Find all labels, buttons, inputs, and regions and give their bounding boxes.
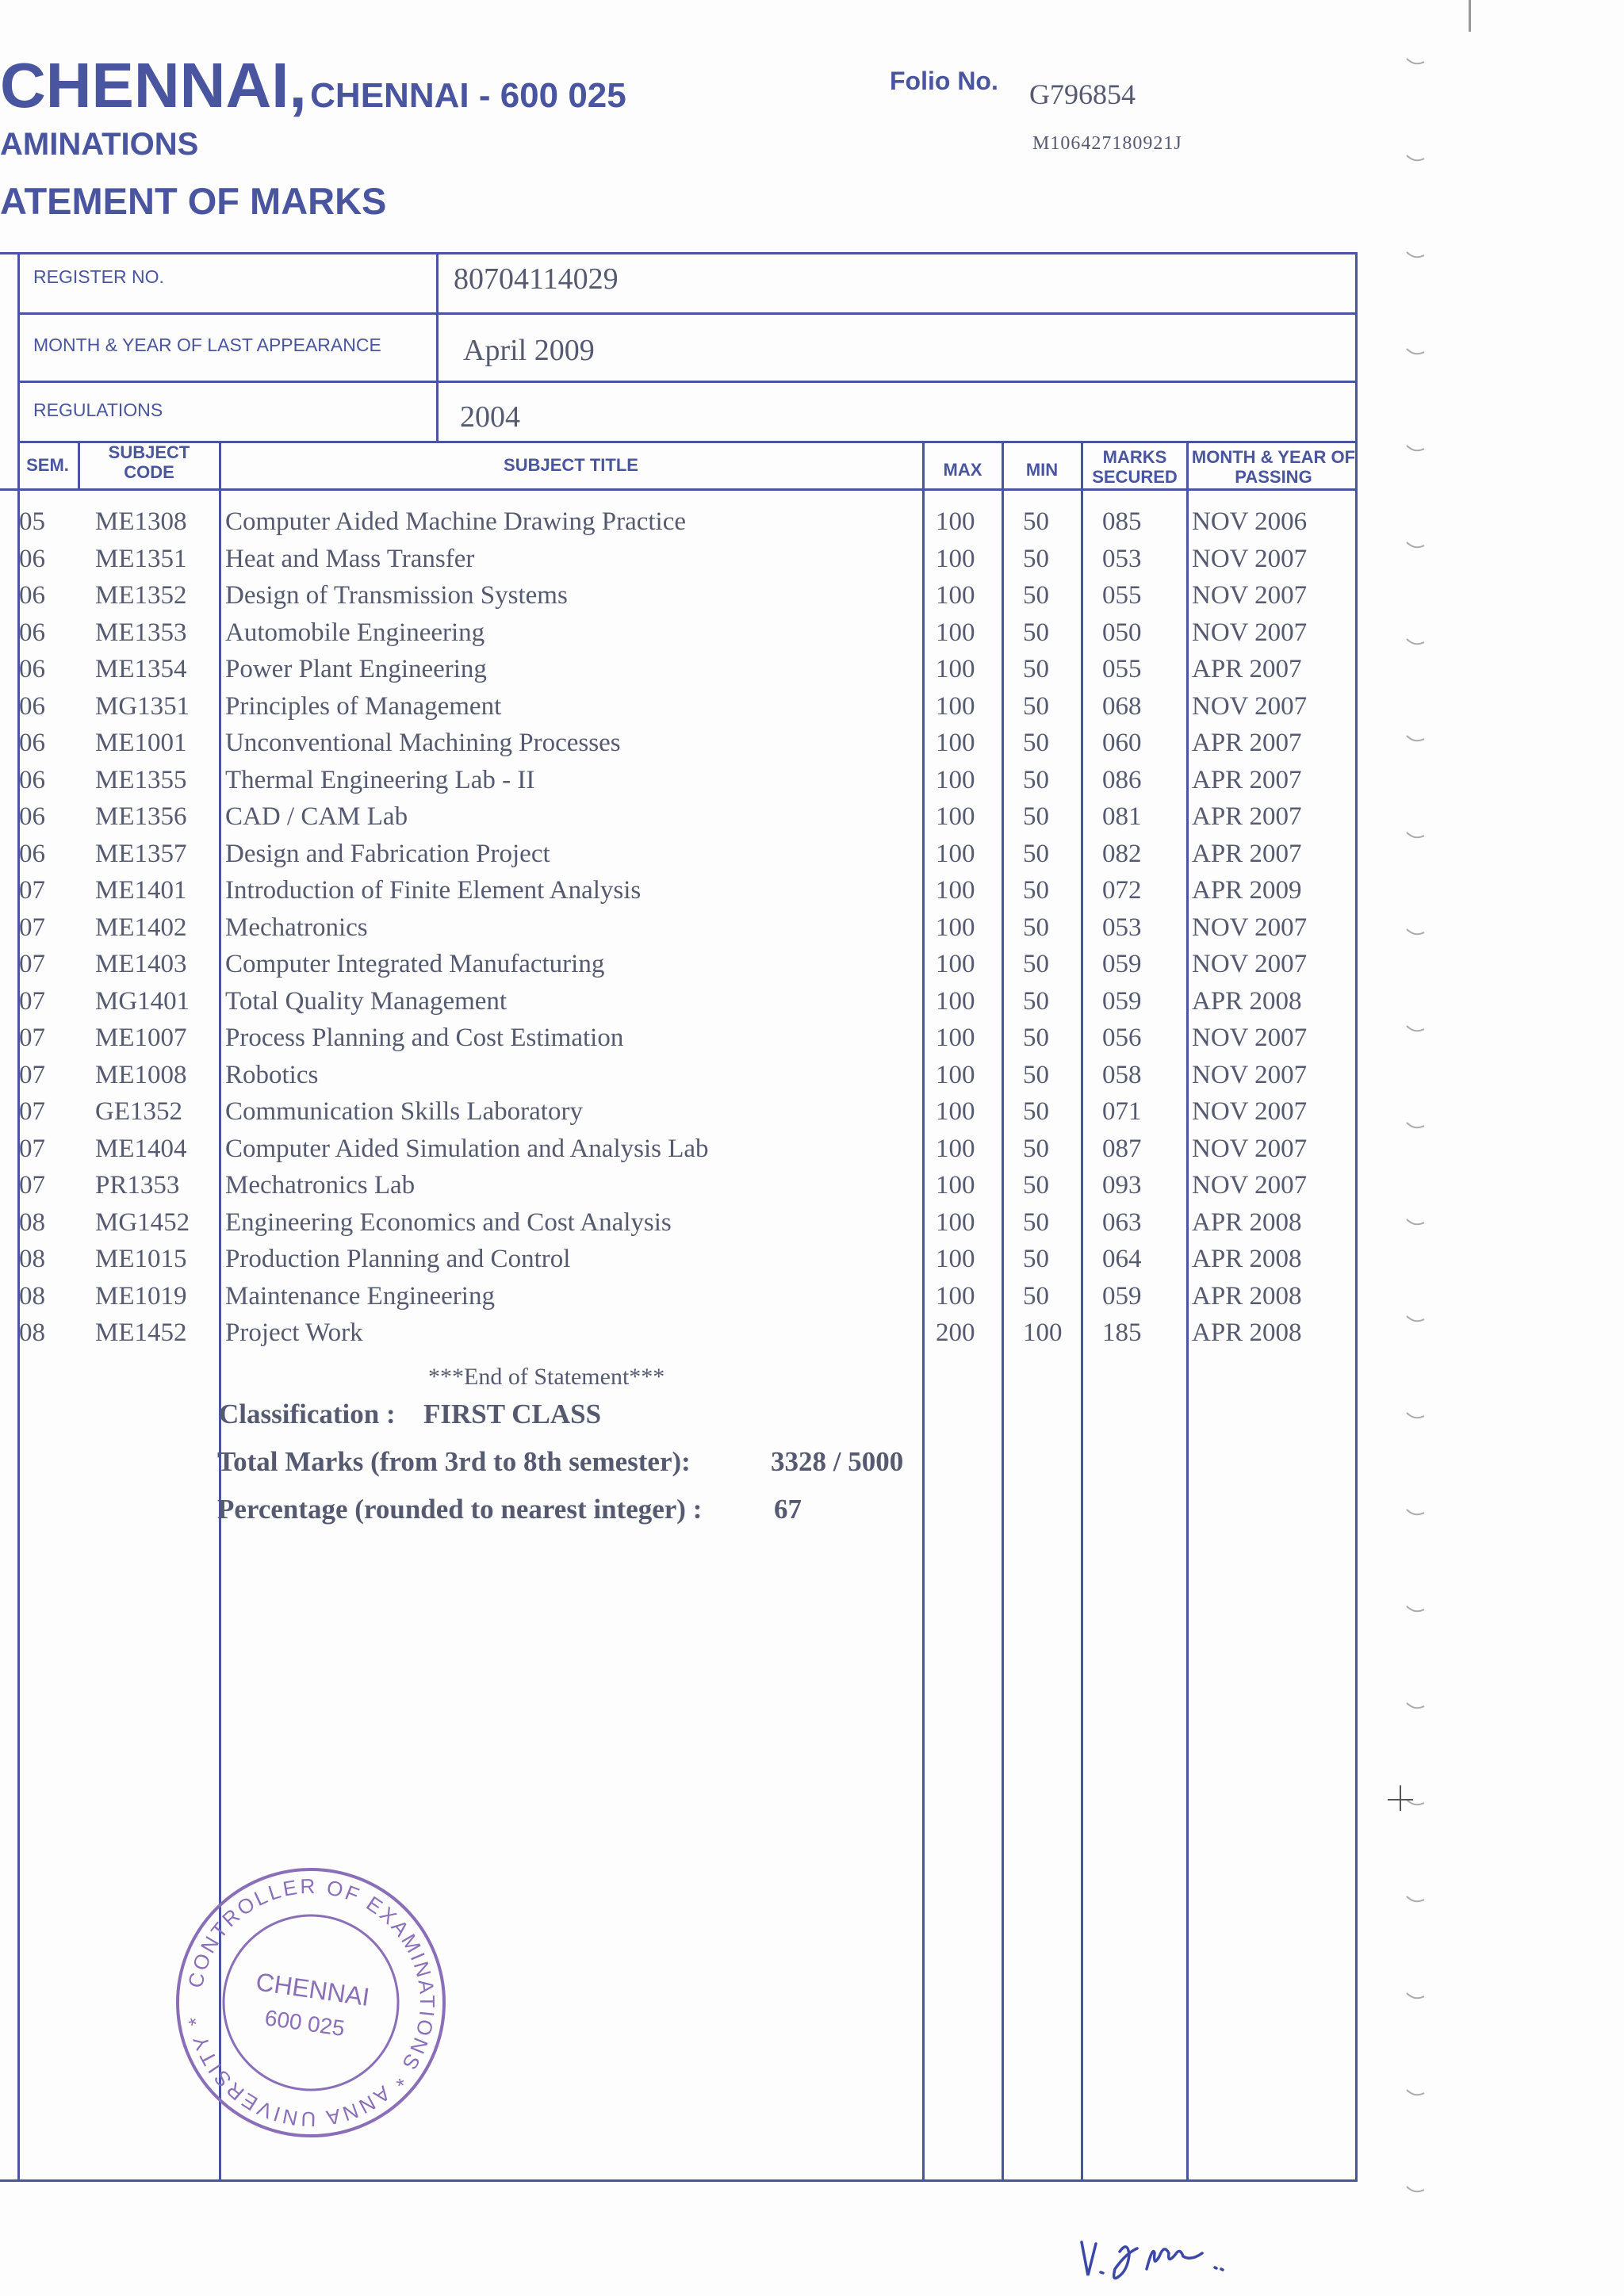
folio-number: G796854 <box>1029 78 1136 110</box>
max-cell: 100 <box>936 655 975 683</box>
max-cell: 100 <box>936 691 975 721</box>
serial-code: M106427180921J <box>1032 133 1182 154</box>
month-year-cell: NOV 2007 <box>1192 1024 1308 1052</box>
subject-code-cell: MG1351 <box>95 691 190 721</box>
min-cell: 50 <box>1023 1060 1049 1089</box>
sem-cell: 06 <box>19 765 45 794</box>
col-header-subject-code: SUBJECT CODE <box>108 442 190 482</box>
sem-cell: 06 <box>19 839 45 868</box>
marks-secured-cell: 082 <box>1102 839 1142 868</box>
col-header-min: MIN <box>1025 460 1059 480</box>
max-cell: 100 <box>936 839 975 868</box>
subject-code-cell: ME1354 <box>95 655 187 683</box>
subject-code-cell: ME1452 <box>95 1318 187 1347</box>
punch-mark-icon <box>1405 1216 1426 1227</box>
col-header-max: MAX <box>943 460 982 480</box>
sem-cell: 08 <box>19 1207 45 1237</box>
heading-examinations: AMINATIONS <box>0 127 199 162</box>
classification-label: Classification : <box>219 1399 396 1429</box>
min-cell: 50 <box>1023 1134 1049 1163</box>
subject-title-cell: Computer Aided Simulation and Analysis Lab <box>225 1134 709 1163</box>
month-year-cell: NOV 2007 <box>1192 581 1308 610</box>
subject-code-cell: ME1308 <box>95 507 187 536</box>
max-cell: 100 <box>936 729 975 757</box>
subject-code-cell: ME1351 <box>95 544 187 573</box>
punch-mark-icon <box>1405 1700 1426 1711</box>
subject-title-cell: Computer Aided Machine Drawing Practice <box>225 507 686 536</box>
min-cell: 50 <box>1023 1281 1049 1311</box>
marks-secured-cell: 085 <box>1102 507 1142 536</box>
subject-title-cell: Design and Fabrication Project <box>225 839 550 868</box>
month-year-cell: APR 2008 <box>1192 1245 1302 1273</box>
marks-secured-cell: 058 <box>1102 1060 1142 1089</box>
regulations-label: REGULATIONS <box>33 400 163 420</box>
folio-label: Folio No. <box>890 67 998 95</box>
max-cell: 100 <box>936 544 975 573</box>
subject-code-cell: ME1007 <box>95 1024 187 1052</box>
subject-title-cell: Power Plant Engineering <box>225 655 487 683</box>
min-cell: 50 <box>1023 876 1049 905</box>
subject-code-cell: ME1356 <box>95 802 187 831</box>
subject-title-cell: Mechatronics Lab <box>225 1171 416 1200</box>
month-year-cell: APR 2007 <box>1192 655 1302 683</box>
marks-secured-cell: 063 <box>1102 1207 1142 1237</box>
punch-mark-icon <box>1405 55 1426 67</box>
punch-mark-icon <box>1405 1119 1426 1131</box>
column-divider <box>1002 441 1004 2182</box>
sem-cell: 06 <box>19 581 45 610</box>
heading-city-pin: CHENNAI - 600 025 <box>310 76 626 115</box>
max-cell: 100 <box>936 802 975 831</box>
max-cell: 100 <box>936 1245 975 1273</box>
total-marks-value: 3328 / 5000 <box>771 1446 904 1477</box>
divider <box>17 381 1358 383</box>
marks-secured-cell: 072 <box>1102 876 1142 905</box>
month-year-cell: NOV 2007 <box>1192 691 1308 721</box>
punch-mark-icon <box>1405 442 1426 453</box>
stamp-center-line2: 600 025 <box>263 2005 347 2042</box>
divider <box>78 441 80 488</box>
min-cell: 50 <box>1023 986 1049 1016</box>
column-divider <box>1081 441 1083 2182</box>
percentage-label: Percentage (rounded to nearest integer) : <box>217 1494 703 1525</box>
subject-title-cell: Project Work <box>225 1318 363 1347</box>
min-cell: 50 <box>1023 913 1049 942</box>
min-cell: 50 <box>1023 765 1049 794</box>
max-cell: 100 <box>936 913 975 942</box>
subject-title-cell: Engineering Economics and Cost Analysis <box>225 1207 672 1237</box>
punch-mark-icon <box>1405 152 1426 163</box>
sem-cell: 07 <box>19 876 45 905</box>
min-cell: 50 <box>1023 950 1049 978</box>
subject-title-cell: Robotics <box>225 1060 319 1089</box>
punch-mark-icon <box>1405 346 1426 357</box>
subject-title-cell: Computer Integrated Manufacturing <box>225 950 605 978</box>
stamp-center-line1: CHENNAI <box>254 1967 372 2012</box>
subject-title-cell: Automobile Engineering <box>225 618 485 647</box>
marks-secured-cell: 055 <box>1102 581 1142 610</box>
marks-secured-cell: 060 <box>1102 729 1142 757</box>
subject-code-cell: ME1402 <box>95 913 187 942</box>
sem-cell: 07 <box>19 1060 45 1089</box>
punch-mark-icon <box>1405 2183 1426 2195</box>
page-edge-mark <box>1469 0 1471 32</box>
max-cell: 100 <box>936 507 975 536</box>
max-cell: 100 <box>936 1060 975 1089</box>
subject-code-cell: ME1404 <box>95 1134 187 1163</box>
marks-secured-cell: 185 <box>1102 1318 1142 1347</box>
month-year-cell: APR 2008 <box>1192 1318 1302 1347</box>
column-divider <box>1186 441 1189 2182</box>
subject-code-cell: ME1353 <box>95 618 187 647</box>
marks-secured-cell: 053 <box>1102 913 1142 942</box>
divider <box>0 488 1358 491</box>
subject-title-cell: Total Quality Management <box>225 986 508 1016</box>
subject-title-cell: Communication Skills Laboratory <box>225 1097 583 1126</box>
subject-code-cell: ME1401 <box>95 876 187 905</box>
marks-secured-cell: 059 <box>1102 986 1142 1016</box>
sem-cell: 05 <box>19 507 45 536</box>
subject-code-cell: ME1403 <box>95 950 187 978</box>
punch-mark-icon <box>1405 1410 1426 1421</box>
min-cell: 100 <box>1023 1318 1063 1347</box>
register-no-value: 80704114029 <box>454 262 619 296</box>
sem-cell: 07 <box>19 1097 45 1126</box>
marks-secured-cell: 064 <box>1102 1245 1142 1273</box>
min-cell: 50 <box>1023 729 1049 757</box>
sem-cell: 08 <box>19 1245 45 1273</box>
min-cell: 50 <box>1023 1245 1049 1273</box>
month-year-cell: NOV 2007 <box>1192 618 1308 647</box>
subject-title-cell: CAD / CAM Lab <box>225 802 408 831</box>
max-cell: 100 <box>936 1171 975 1200</box>
min-cell: 50 <box>1023 802 1049 831</box>
registration-cross-icon <box>1385 1782 1416 1814</box>
sem-cell: 06 <box>19 618 45 647</box>
punch-mark-icon <box>1405 1023 1426 1034</box>
marks-secured-cell: 081 <box>1102 802 1142 831</box>
sem-cell: 07 <box>19 1171 45 1200</box>
punch-mark-icon <box>1405 636 1426 647</box>
divider <box>436 252 439 441</box>
subject-code-cell: GE1352 <box>95 1097 182 1126</box>
marks-secured-cell: 059 <box>1102 1281 1142 1311</box>
punch-mark-icon <box>1405 539 1426 550</box>
month-year-cell: NOV 2007 <box>1192 1171 1308 1200</box>
marks-secured-cell: 059 <box>1102 950 1142 978</box>
punch-mark-icon <box>1405 2087 1426 2098</box>
min-cell: 50 <box>1023 581 1049 610</box>
heading-statement-of-marks: ATEMENT OF MARKS <box>0 180 387 222</box>
column-divider <box>922 441 925 2182</box>
punch-mark-icon <box>1405 1990 1426 2001</box>
month-year-cell: APR 2008 <box>1192 1207 1302 1237</box>
sem-cell: 06 <box>19 802 45 831</box>
marks-secured-cell: 053 <box>1102 544 1142 573</box>
max-cell: 100 <box>936 1024 975 1052</box>
subject-title-cell: Unconventional Machining Processes <box>225 729 621 757</box>
min-cell: 50 <box>1023 544 1049 573</box>
subject-title-cell: Maintenance Engineering <box>225 1281 495 1311</box>
month-year-cell: APR 2007 <box>1192 729 1302 757</box>
col-header-marks-secured: MARKS SECURED <box>1092 447 1178 487</box>
month-year-cell: APR 2008 <box>1192 986 1302 1016</box>
min-cell: 50 <box>1023 507 1049 536</box>
marks-secured-cell: 050 <box>1102 618 1142 647</box>
sem-cell: 07 <box>19 1024 45 1052</box>
min-cell: 50 <box>1023 655 1049 683</box>
month-year-cell: NOV 2007 <box>1192 1097 1308 1126</box>
sem-cell: 07 <box>19 986 45 1016</box>
sem-cell: 06 <box>19 544 45 573</box>
punch-mark-icon <box>1405 1603 1426 1614</box>
marks-secured-cell: 056 <box>1102 1024 1142 1052</box>
month-year-cell: NOV 2007 <box>1192 1060 1308 1089</box>
subject-code-cell: ME1352 <box>95 581 187 610</box>
min-cell: 50 <box>1023 1207 1049 1237</box>
last-appearance-value: April 2009 <box>463 334 595 367</box>
min-cell: 50 <box>1023 1097 1049 1126</box>
max-cell: 100 <box>936 765 975 794</box>
percentage-value: 67 <box>774 1494 802 1525</box>
end-of-statement: ***End of Statement*** <box>428 1364 665 1390</box>
month-year-cell: APR 2007 <box>1192 765 1302 794</box>
max-cell: 100 <box>936 618 975 647</box>
min-cell: 50 <box>1023 1171 1049 1200</box>
punch-mark-icon <box>1405 926 1426 937</box>
marks-secured-cell: 087 <box>1102 1134 1142 1163</box>
classification-value: FIRST CLASS <box>423 1399 602 1429</box>
subject-title-cell: Thermal Engineering Lab - II <box>225 765 535 794</box>
min-cell: 50 <box>1023 691 1049 721</box>
handwritten-signature <box>1074 2228 1272 2291</box>
register-no-label: REGISTER NO. <box>33 266 164 287</box>
subject-title-cell: Heat and Mass Transfer <box>225 544 475 573</box>
subject-title-cell: Mechatronics <box>225 913 368 942</box>
marks-secured-cell: 093 <box>1102 1171 1142 1200</box>
subject-code-cell: ME1008 <box>95 1060 187 1089</box>
col-header-sem: SEM. <box>26 455 69 475</box>
min-cell: 50 <box>1023 1024 1049 1052</box>
regulations-value: 2004 <box>460 400 520 434</box>
marks-secured-cell: 068 <box>1102 691 1142 721</box>
punch-mark-icon <box>1405 1893 1426 1904</box>
month-year-cell: NOV 2007 <box>1192 544 1308 573</box>
month-year-cell: NOV 2007 <box>1192 950 1308 978</box>
max-cell: 200 <box>936 1318 975 1347</box>
subject-title-cell: Design of Transmission Systems <box>225 581 568 610</box>
sem-cell: 07 <box>19 950 45 978</box>
divider <box>17 312 1358 315</box>
max-cell: 100 <box>936 581 975 610</box>
subject-code-cell: ME1001 <box>95 729 187 757</box>
subject-code-cell: MG1452 <box>95 1207 190 1237</box>
last-appearance-label: MONTH & YEAR OF LAST APPEARANCE <box>33 335 381 355</box>
subject-title-cell: Principles of Management <box>225 691 502 721</box>
punch-mark-icon <box>1405 1506 1426 1517</box>
punch-mark-icon <box>1405 733 1426 744</box>
punch-mark-icon <box>1405 829 1426 840</box>
max-cell: 100 <box>936 1097 975 1126</box>
col-header-subject-title: SUBJECT TITLE <box>504 455 638 475</box>
punch-mark-icon <box>1405 1313 1426 1324</box>
subject-code-cell: ME1355 <box>95 765 187 794</box>
max-cell: 100 <box>936 876 975 905</box>
marks-secured-cell: 071 <box>1102 1097 1142 1126</box>
month-year-cell: APR 2007 <box>1192 839 1302 868</box>
subject-title-cell: Introduction of Finite Element Analysis <box>225 876 642 905</box>
sem-cell: 07 <box>19 1134 45 1163</box>
min-cell: 50 <box>1023 839 1049 868</box>
max-cell: 100 <box>936 1281 975 1311</box>
max-cell: 100 <box>936 1207 975 1237</box>
month-year-cell: APR 2007 <box>1192 802 1302 831</box>
marks-secured-cell: 086 <box>1102 765 1142 794</box>
total-marks-label: Total Marks (from 3rd to 8th semester): <box>217 1446 691 1477</box>
sem-cell: 08 <box>19 1318 45 1347</box>
month-year-cell: APR 2008 <box>1192 1281 1302 1311</box>
heading-city: CHENNAI, <box>0 50 307 121</box>
stamp-ring-text: CONTROLLER OF EXAMINATIONS * ANNA UNIVERSITY * <box>182 1873 440 2132</box>
month-year-cell: APR 2009 <box>1192 876 1302 905</box>
max-cell: 100 <box>936 950 975 978</box>
subject-code-cell: ME1357 <box>95 839 187 868</box>
marks-secured-cell: 055 <box>1102 655 1142 683</box>
month-year-cell: NOV 2006 <box>1192 507 1308 536</box>
subject-title-cell: Process Planning and Cost Estimation <box>225 1024 624 1052</box>
controller-seal-stamp <box>173 1865 449 2141</box>
subject-title-cell: Production Planning and Control <box>225 1245 571 1273</box>
max-cell: 100 <box>936 1134 975 1163</box>
sem-cell: 06 <box>19 691 45 721</box>
sem-cell: 06 <box>19 729 45 757</box>
institution-heading <box>0 49 626 122</box>
min-cell: 50 <box>1023 618 1049 647</box>
sem-cell: 08 <box>19 1281 45 1311</box>
subject-code-cell: ME1015 <box>95 1245 187 1273</box>
punch-mark-icon <box>1405 249 1426 260</box>
month-year-cell: NOV 2007 <box>1192 913 1308 942</box>
sem-cell: 06 <box>19 655 45 683</box>
sem-cell: 07 <box>19 913 45 942</box>
month-year-cell: NOV 2007 <box>1192 1134 1308 1163</box>
subject-code-cell: ME1019 <box>95 1281 187 1311</box>
subject-code-cell: MG1401 <box>95 986 190 1016</box>
subject-code-cell: PR1353 <box>95 1171 180 1200</box>
col-header-month-year: MONTH & YEAR OF PASSING <box>1191 447 1356 487</box>
max-cell: 100 <box>936 986 975 1016</box>
